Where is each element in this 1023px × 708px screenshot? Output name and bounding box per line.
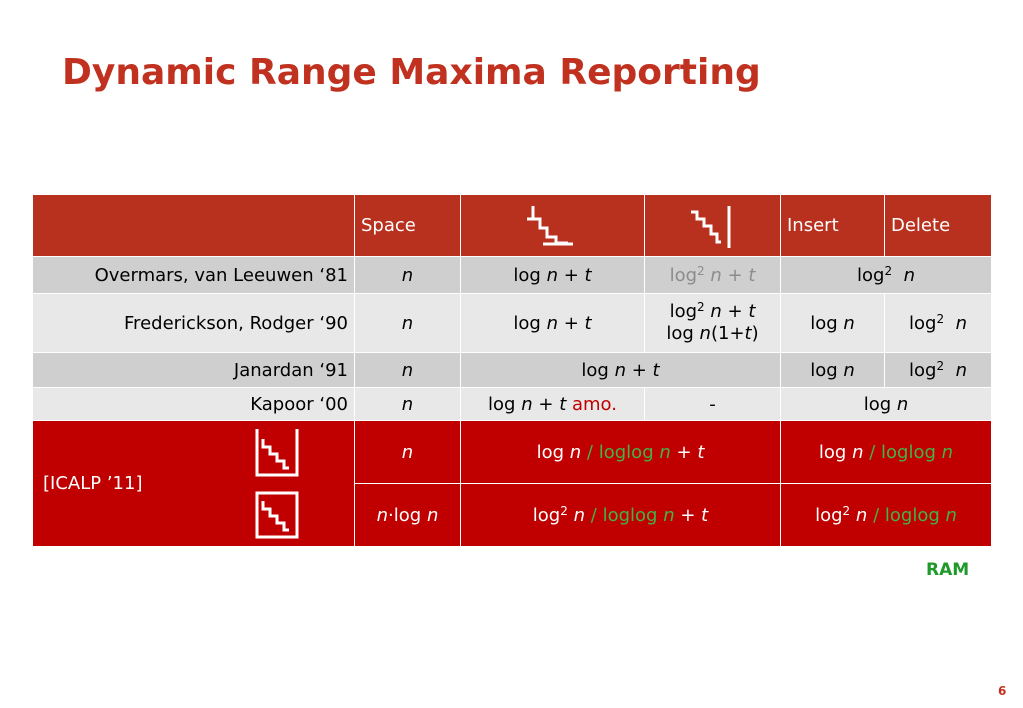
row-name: Frederickson, Rodger ‘90 (33, 294, 355, 353)
header-query-dominance (461, 195, 645, 257)
insert-cell: log n (781, 294, 885, 353)
comparison-table (32, 194, 992, 547)
table-row (33, 294, 992, 353)
row-name: [ICALP ’11] (43, 473, 143, 494)
query2-cell: - (645, 388, 781, 421)
page-number: 6 (998, 684, 1007, 698)
table-row (33, 353, 992, 388)
update-cell: $\log^2 n$ (781, 257, 992, 294)
row-name: Kapoor ‘00 (33, 388, 355, 421)
icalp-name-cell (33, 421, 355, 547)
query-cell: log n / loglog n + t (461, 421, 781, 484)
header-delete: Delete (885, 195, 992, 257)
space-cell: n (355, 257, 461, 294)
update-cell: log n / loglog n (781, 421, 992, 484)
table-row (33, 388, 992, 421)
space-cell: n (355, 294, 461, 353)
update-cell: $\log^2 n$ / loglog n (781, 484, 992, 547)
space-cell: n (355, 388, 461, 421)
query1-cell: log n + t amo. (461, 388, 645, 421)
table-row (33, 257, 992, 294)
model-footnote: RAM (926, 560, 970, 580)
update-cell: log n (781, 388, 992, 421)
query-cell: log n + t (461, 353, 781, 388)
insert-cell: log n (781, 353, 885, 388)
space-cell: n (355, 421, 461, 484)
amortized-label: amo. (571, 393, 617, 415)
page-title: Dynamic Range Maxima Reporting (62, 52, 761, 93)
query2-cell: $\log^2 n + t$ log n(1+t) (645, 294, 781, 353)
space-cell: n (355, 353, 461, 388)
header-empty-cell (33, 195, 355, 257)
open-staircase-box-icon (253, 427, 301, 479)
query1-cell: log n + t (461, 294, 645, 353)
header-space: Space (355, 195, 461, 257)
query-cell: $\log^2 n$ / loglog n + t (461, 484, 781, 547)
row-name: Overmars, van Leeuwen ‘81 (33, 257, 355, 294)
query2-cell: $\log^2 n + t$ (645, 257, 781, 294)
header-row (33, 195, 992, 257)
closed-staircase-box-icon (253, 489, 301, 541)
staircase-wall-icon (685, 202, 741, 250)
table-row (33, 421, 992, 484)
delete-cell: $\log^2 n$ (885, 353, 992, 388)
space-cell: n·log n (355, 484, 461, 547)
staircase-query-icon (525, 202, 581, 250)
query1-cell: log n + t (461, 257, 645, 294)
header-insert: Insert (781, 195, 885, 257)
header-query-wall (645, 195, 781, 257)
delete-cell: $\log^2 n$ (885, 294, 992, 353)
row-name: Janardan ‘91 (33, 353, 355, 388)
